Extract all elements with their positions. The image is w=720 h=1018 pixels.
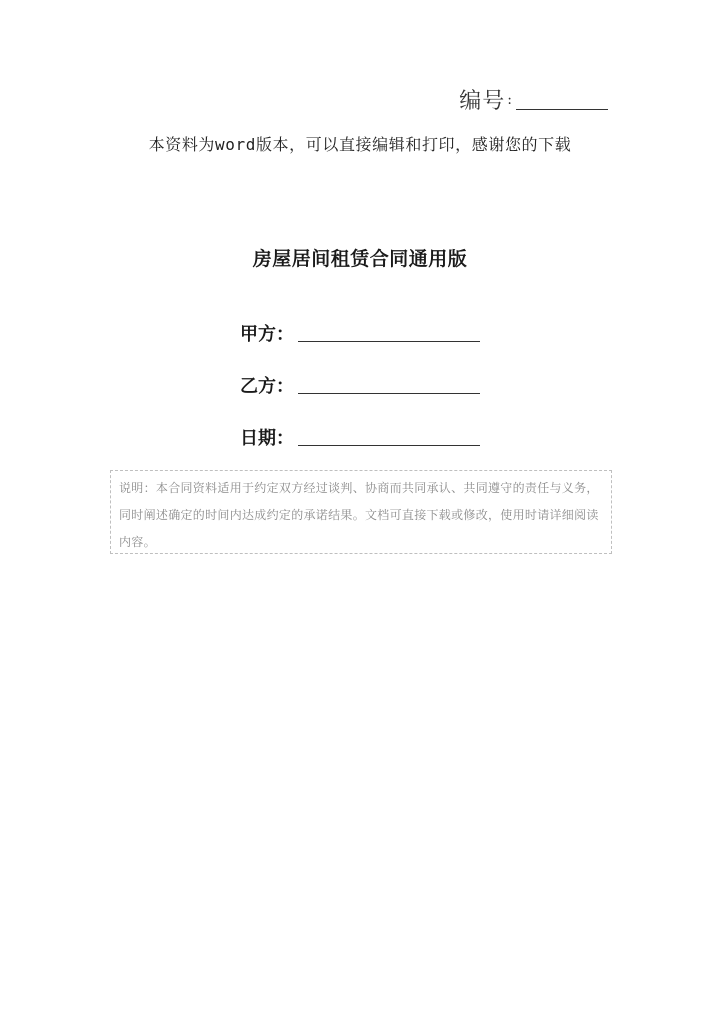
document-number-label: 编号 [459,89,506,114]
party-b-blank-line [298,393,480,394]
party-b-label: 乙方： [240,376,294,397]
party-a-row [240,320,480,346]
document-title: 房屋居间租赁合同通用版 [252,248,468,270]
date-label: 日期： [240,428,294,449]
party-b-row [240,372,480,398]
document-number-blank-line [516,109,608,110]
date-blank-line [298,445,480,446]
date-row [240,424,480,450]
party-a-label: 甲方： [240,324,294,345]
download-note: 本资料为word版本，可以直接编辑和打印，感谢您的下载 [148,135,572,154]
document-number-colon: : [507,92,512,108]
document-number-row [459,86,608,116]
party-a-blank-line [298,341,480,342]
notice-box: 说明：本合同资料适用于约定双方经过谈判、协商而共同承认、共同遵守的责任与义务，同时阐述确定的时间内达成约定的承诺结果。文档可直接下载或修改，使用时请详细阅读内容。 [110,470,612,554]
